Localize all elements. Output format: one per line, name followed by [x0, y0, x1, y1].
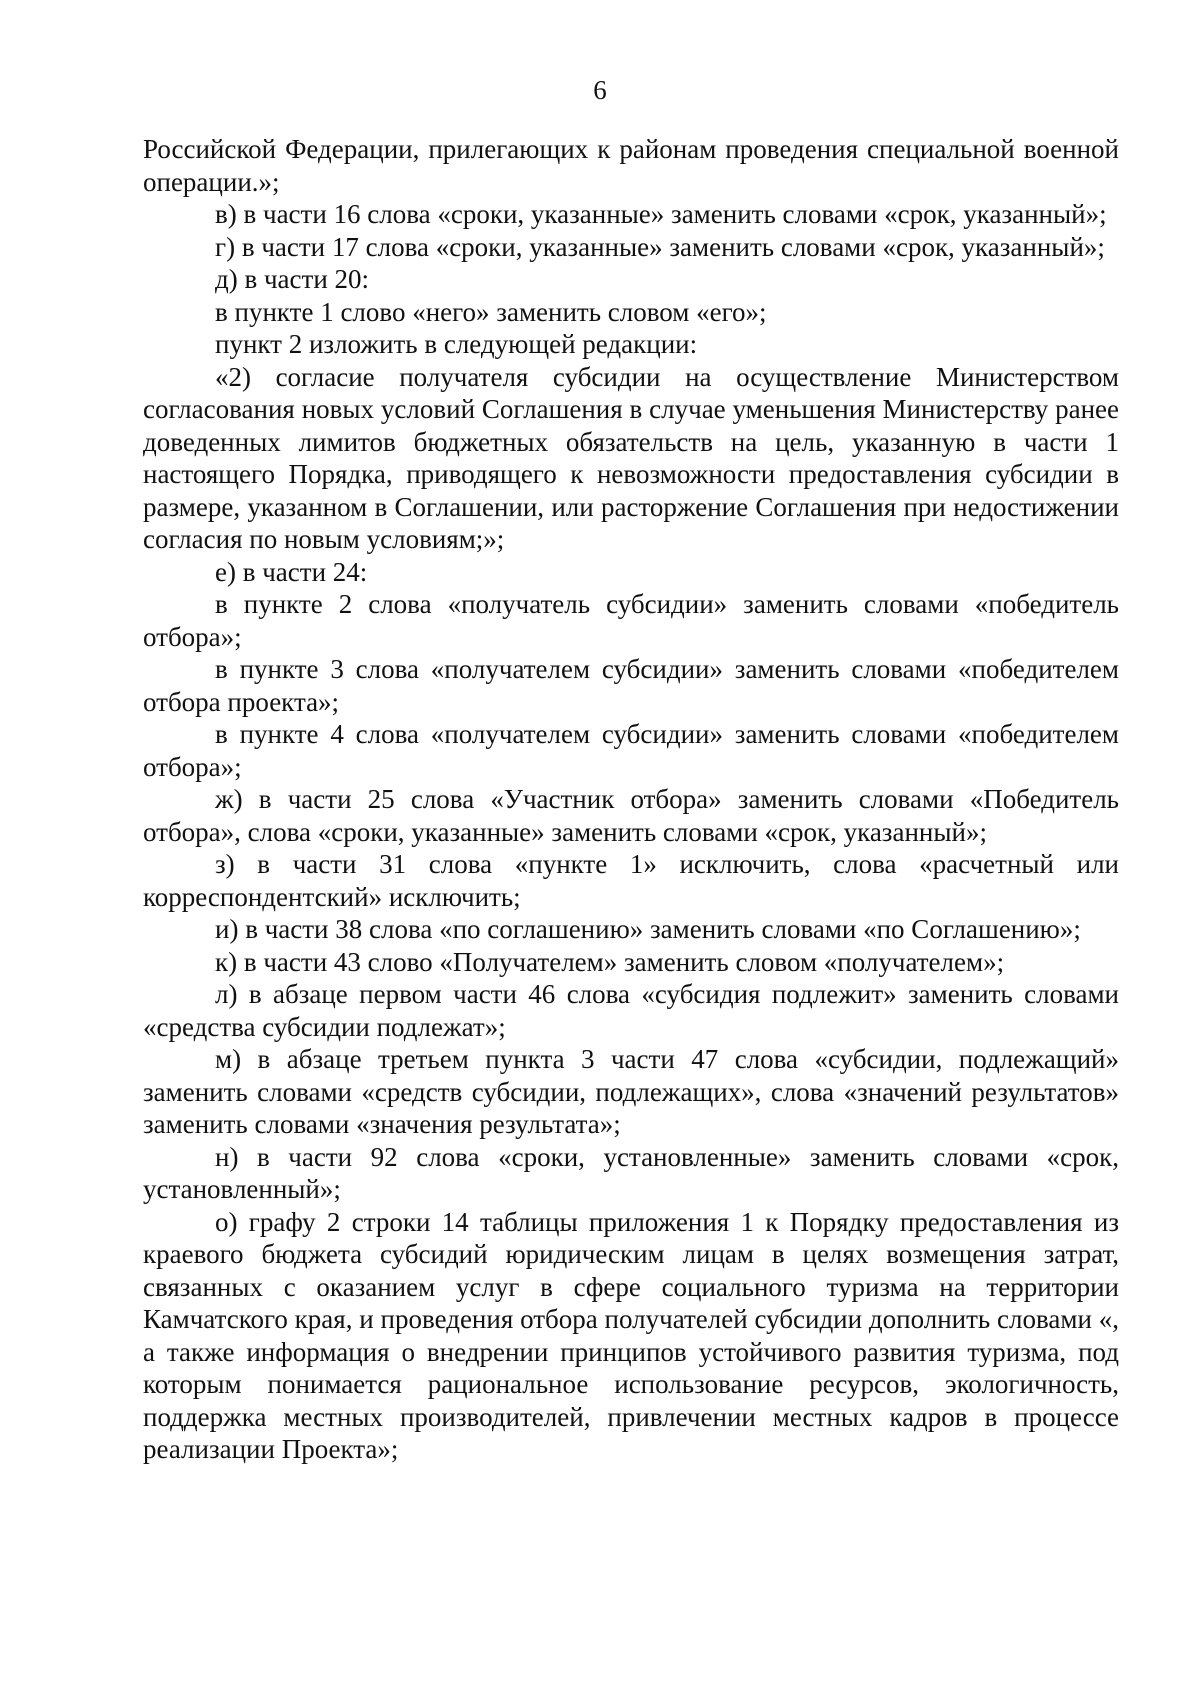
paragraph: в пункте 2 слова «получатель субсидии» заменить словами «победитель отбора»; [143, 589, 1119, 652]
paragraph: «2) согласие получателя субсидии на осуществление Министерством согласования новых условий Соглашения в случае уменьшения Министерству ранее доведенных лимитов бюджетных обязательств на цель, указанную в части 1 настоящего Порядка, приводящего к невозможности предоставления субсидии в размере, указанном в Соглашении, или расторжение Соглашения при недостижении согласия по новым условиям;»; [143, 361, 1119, 554]
paragraph: г) в части 17 слова «сроки, указанные» заменить словами «срок, указанный»; [215, 231, 1105, 262]
paragraph: в пункте 3 слова «получателем субсидии» заменить словами «победителем отбора проекта»; [143, 654, 1119, 717]
paragraph: к) в части 43 слово «Получателем» заменить словом «получателем»; [215, 946, 1005, 977]
page-number: 6 [593, 75, 607, 105]
paragraph: пункт 2 изложить в следующей редакции: [215, 329, 698, 359]
paragraph: м) в абзаце третьем пункта 3 части 47 слова «субсидии, подлежащий» заменить словами «средств субсидии, подлежащих», слова «значений результатов» заменить словами «значения результата»; [143, 1044, 1119, 1139]
document-body [143, 133, 1119, 1466]
paragraph: н) в части 92 слова «сроки, установленные» заменить словами «срок, установленный»; [143, 1141, 1119, 1204]
paragraph: ж) в части 25 слова «Участник отбора» заменить словами «Победитель отбора», слова «сроки, указанные» заменить словами «срок, указанный»; [143, 784, 1119, 847]
paragraph: и) в части 38 слова «по соглашению» заменить словами «по Соглашению»; [215, 914, 1081, 944]
paragraph: в) в части 16 слова «сроки, указанные» заменить словами «срок, указанный»; [215, 199, 1107, 229]
paragraph: в пункте 4 слова «получателем субсидии» заменить словами «победителем отбора»; [143, 719, 1119, 782]
paragraph: о) графу 2 строки 14 таблицы приложения 1 к Порядку предоставления из краевого бюджета субсидий юридическим лицам в целях возмещения затрат, связанных с оказанием услуг в сфере социального туризма на территории Камчатского края, и проведения отбора получателей субсидии дополнить словами «, а также информация о внедрении принципов устойчивого развития туризма, под которым понимается рациональное использование ресурсов, экологичность, поддержка местных производителей, привлечении местных кадров в процессе реализации Проекта»; [143, 1206, 1119, 1464]
paragraph: в пункте 1 слово «него» заменить словом «его»; [215, 296, 767, 327]
paragraph: е) в части 24: [215, 556, 368, 587]
paragraph: д) в части 20: [215, 264, 370, 294]
paragraph: Российской Федерации, прилегающих к районам проведения специальной военной операции.»; [143, 134, 1119, 197]
paragraph: з) в части 31 слова «пункте 1» исключить, слова «расчетный или корреспондентский» исключить; [143, 849, 1119, 912]
paragraph: л) в абзаце первом части 46 слова «субсидия подлежит» заменить словами «средства субсидии подлежат»; [143, 979, 1119, 1042]
